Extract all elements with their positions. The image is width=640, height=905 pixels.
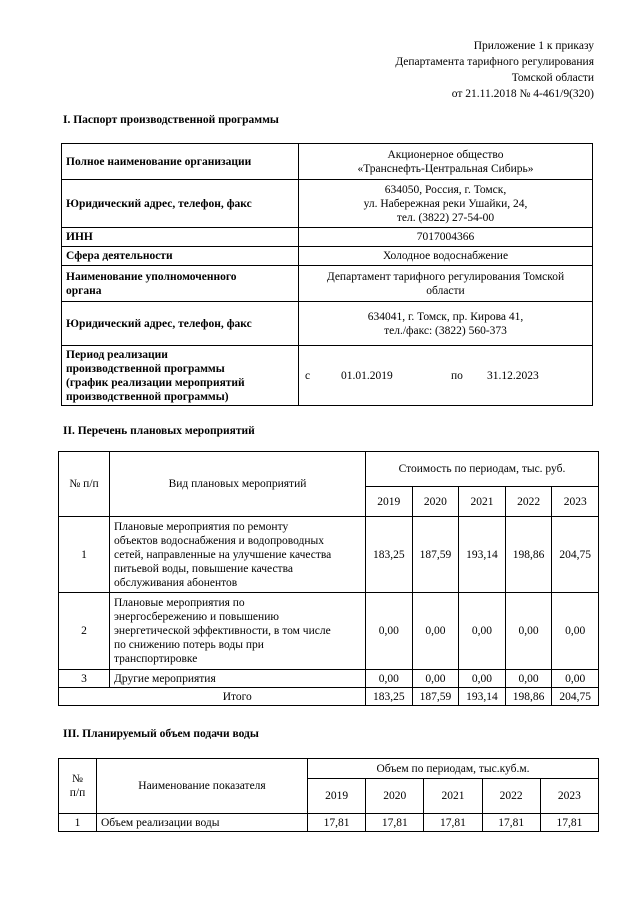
table-row (62, 180, 593, 228)
water-volume-table (58, 758, 599, 832)
indicator-name: Объем реализации воды (97, 814, 308, 832)
cost-value: 0,00 (366, 670, 413, 688)
header-kind: Вид плановых мероприятий (110, 452, 366, 517)
header-line: Томской области (511, 72, 594, 84)
label-cell: Юридический адрес, телефон, факс (62, 180, 299, 228)
cost-value: 187,59 (412, 517, 459, 593)
total-value: 198,86 (505, 688, 552, 706)
volume-value: 17,81 (482, 814, 540, 832)
value-line: Акционерное общество (387, 148, 504, 161)
period-to-date: 31.12.2023 (487, 369, 539, 382)
row-num: 1 (59, 517, 110, 593)
row-description: Другие мероприятия (110, 670, 366, 688)
table-row (59, 517, 599, 593)
volume-value: 17,81 (366, 814, 424, 832)
table-row (62, 247, 593, 266)
row-num: 1 (59, 814, 97, 832)
total-value: 187,59 (412, 688, 459, 706)
desc-line: по снижению потерь воды при (114, 639, 264, 651)
header-num-line: п/п (69, 787, 86, 799)
year-header: 2020 (412, 487, 459, 517)
period-from-date: 01.01.2019 (341, 369, 393, 382)
label-line: Наименование уполномоченного (66, 270, 237, 283)
desc-line: Плановые мероприятия по (114, 597, 245, 609)
total-label: Итого (110, 688, 366, 706)
cost-value: 183,25 (366, 517, 413, 593)
cost-value: 0,00 (552, 593, 599, 670)
cost-value: 0,00 (459, 593, 506, 670)
value-line: ул. Набережная реки Ушайки, 24, (363, 197, 528, 210)
value-cell (299, 180, 593, 228)
header-line: от 21.11.2018 № 4-461/9(320) (451, 88, 594, 100)
value-cell (299, 144, 593, 180)
row-description (110, 593, 366, 670)
total-value: 193,14 (459, 688, 506, 706)
section1-title: I. Паспорт производственной программы (63, 114, 279, 126)
header-num: № п/п (59, 452, 110, 517)
label-cell: Полное наименование организации (62, 144, 299, 180)
passport-table (61, 143, 593, 406)
header-num-line: № (72, 773, 83, 785)
value-cell (299, 266, 593, 302)
value-line: тел./факс: (3822) 560-373 (384, 324, 507, 337)
table-row (62, 228, 593, 247)
label-line: производственной программы) (66, 390, 229, 403)
year-header: 2019 (366, 487, 413, 517)
row-num: 3 (59, 670, 110, 688)
total-value: 204,75 (552, 688, 599, 706)
desc-line: сетей, направленные на улучшение качества (114, 548, 332, 561)
year-header: 2023 (552, 487, 599, 517)
desc-line: объектов водоснабжения и водопроводных (114, 534, 324, 547)
table-row (62, 144, 593, 180)
table-row (62, 346, 593, 406)
value-line: тел. (3822) 27-54-00 (396, 211, 495, 224)
year-header: 2019 (308, 779, 366, 814)
cost-value: 0,00 (412, 670, 459, 688)
year-header: 2022 (505, 487, 552, 517)
cost-value: 0,00 (505, 670, 552, 688)
table-header-row (59, 452, 599, 487)
table-row (59, 670, 599, 688)
year-header: 2022 (482, 779, 540, 814)
volume-value: 17,81 (308, 814, 366, 832)
period-to-word: по (451, 369, 463, 382)
label-cell: ИНН (62, 228, 299, 247)
header-line: Департамента тарифного регулирования (395, 56, 594, 68)
volume-value: 17,81 (540, 814, 598, 832)
cost-value: 0,00 (505, 593, 552, 670)
value-cell: Холодное водоснабжение (299, 247, 593, 266)
period-cell (299, 346, 593, 406)
total-value: 183,25 (366, 688, 413, 706)
cost-value: 204,75 (552, 517, 599, 593)
desc-line: питьевой воды, повышение качества (114, 562, 293, 575)
desc-line: Плановые мероприятия по ремонту (114, 520, 289, 533)
value-line: «Транснефть-Центральная Сибирь» (357, 162, 534, 175)
label-line: Период реализации (66, 348, 168, 361)
table-row (59, 814, 599, 832)
label-cell (62, 346, 299, 406)
section2-title: II. Перечень плановых мероприятий (63, 425, 255, 437)
year-header: 2021 (459, 487, 506, 517)
table-header-row (59, 759, 599, 779)
desc-line: энергетической эффективности, в том числе (114, 625, 331, 637)
header-cost: Стоимость по периодам, тыс. руб. (366, 452, 599, 487)
total-row (59, 688, 599, 706)
value-cell: 7017004366 (299, 228, 593, 247)
cost-value: 0,00 (412, 593, 459, 670)
value-line: 634050, Россия, г. Томск, (384, 183, 507, 196)
header-num (59, 759, 97, 814)
cost-value: 193,14 (459, 517, 506, 593)
cost-value: 0,00 (459, 670, 506, 688)
year-header: 2020 (366, 779, 424, 814)
year-header: 2021 (424, 779, 482, 814)
table-row (62, 266, 593, 302)
value-line: Департамент тарифного регулирования Томской (326, 270, 565, 283)
planned-measures-table (58, 451, 599, 706)
section3-title: III. Планируемый объем подачи воды (63, 728, 259, 740)
order-appendix-header (395, 38, 594, 102)
value-line: области (426, 284, 465, 297)
label-cell: Сфера деятельности (62, 247, 299, 266)
desc-line: обслуживания абонентов (114, 576, 238, 589)
year-header: 2023 (540, 779, 598, 814)
cost-value: 0,00 (366, 593, 413, 670)
label-cell: Юридический адрес, телефон, факс (62, 302, 299, 346)
table-row (59, 593, 599, 670)
desc-line: энергосбережению и повышению (114, 611, 279, 623)
table-row (62, 302, 593, 346)
total-spacer (59, 688, 110, 706)
volume-value: 17,81 (424, 814, 482, 832)
row-description (110, 517, 366, 593)
desc-line: транспортировке (114, 653, 198, 665)
header-indicator-name: Наименование показателя (97, 759, 308, 814)
header-volume: Объем по периодам, тыс.куб.м. (308, 759, 599, 779)
value-line: 634041, г. Томск, пр. Кирова 41, (367, 310, 524, 323)
cost-value: 198,86 (505, 517, 552, 593)
label-line: производственной программы (66, 362, 225, 375)
label-cell (62, 266, 299, 302)
header-line: Приложение 1 к приказу (473, 40, 594, 52)
cost-value: 0,00 (552, 670, 599, 688)
label-line: органа (66, 284, 102, 297)
period-from-word: с (305, 369, 311, 382)
row-num: 2 (59, 593, 110, 670)
value-cell (299, 302, 593, 346)
label-line: (график реализации мероприятий (66, 376, 245, 389)
